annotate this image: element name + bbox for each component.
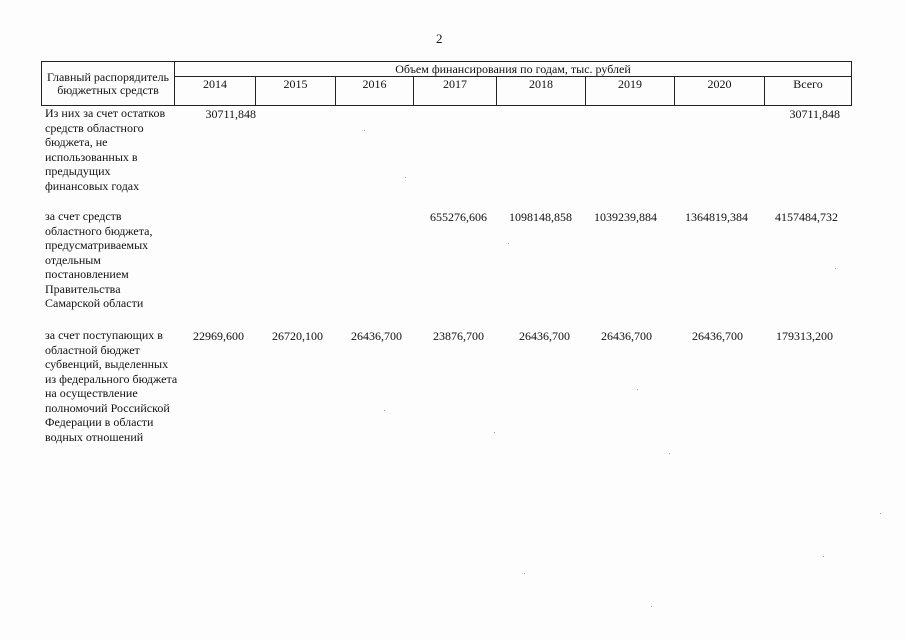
row-2-value-total: 4157484,732 [775,210,838,224]
column-header-2017: 2017 [414,77,497,106]
row-3-value-2018: 26436,700 [519,329,570,343]
scan-speck [384,410,385,411]
header-table [41,61,852,106]
column-header-2019: 2019 [586,77,675,106]
row-3-value-2014: 22969,600 [193,329,244,343]
column-header-2018: 2018 [497,77,586,106]
scan-speck [823,556,824,557]
row-3-value-total: 179313,200 [776,329,833,343]
scan-speck [405,177,406,178]
row-1-value-2016: 30711,848 [205,107,256,121]
page-number: 2 [436,31,443,46]
column-header-2020: 2020 [675,77,765,106]
scan-speck [508,243,509,244]
financing-span-header: Объем финансирования по годам, тыс. рублей [175,62,852,77]
row-header-cell: Главный распорядитель бюджетных средств [42,62,175,106]
row-3-value-2017: 23876,700 [433,329,484,343]
row-3-value-2016: 26436,700 [351,329,402,343]
row-label-3: за счет поступающих в областной бюджет субвенций, выделенных из федерального бюджета на осуществление полномочий Российской Федерации в области водных отношений [45,328,178,444]
row-3-value-2019: 26436,700 [601,329,652,343]
row-3-value-2020: 26436,700 [692,329,743,343]
scan-speck [364,130,365,131]
scan-speck [669,453,670,454]
column-header-2015: 2015 [256,77,336,106]
scan-speck [651,606,652,607]
column-header-2014: 2014 [175,77,256,106]
row-1-value-total: 30711,848 [789,107,840,121]
column-header-2016: 2016 [336,77,414,106]
row-2-value-2018: 1098148,858 [509,210,572,224]
scan-speck [835,268,836,269]
row-2-value-2019: 1039239,884 [594,210,657,224]
scan-speck [524,573,525,574]
row-2-value-2020: 1364819,384 [685,210,748,224]
scan-speck [880,513,881,514]
scan-speck [637,389,638,390]
row-2-value-2017: 655276,606 [430,210,487,224]
row-label-2: за счет средств областного бюджета, предусматриваемых отдельным постановлением Правительства Самарской области [45,209,153,310]
row-3-value-2015: 26720,100 [272,329,323,343]
scan-speck [494,432,495,433]
row-label-1: Из них за счет остатков средств областного бюджета, не использованных в предыдущих финансовых годах [45,106,166,193]
column-header-total: Всего [765,77,852,106]
